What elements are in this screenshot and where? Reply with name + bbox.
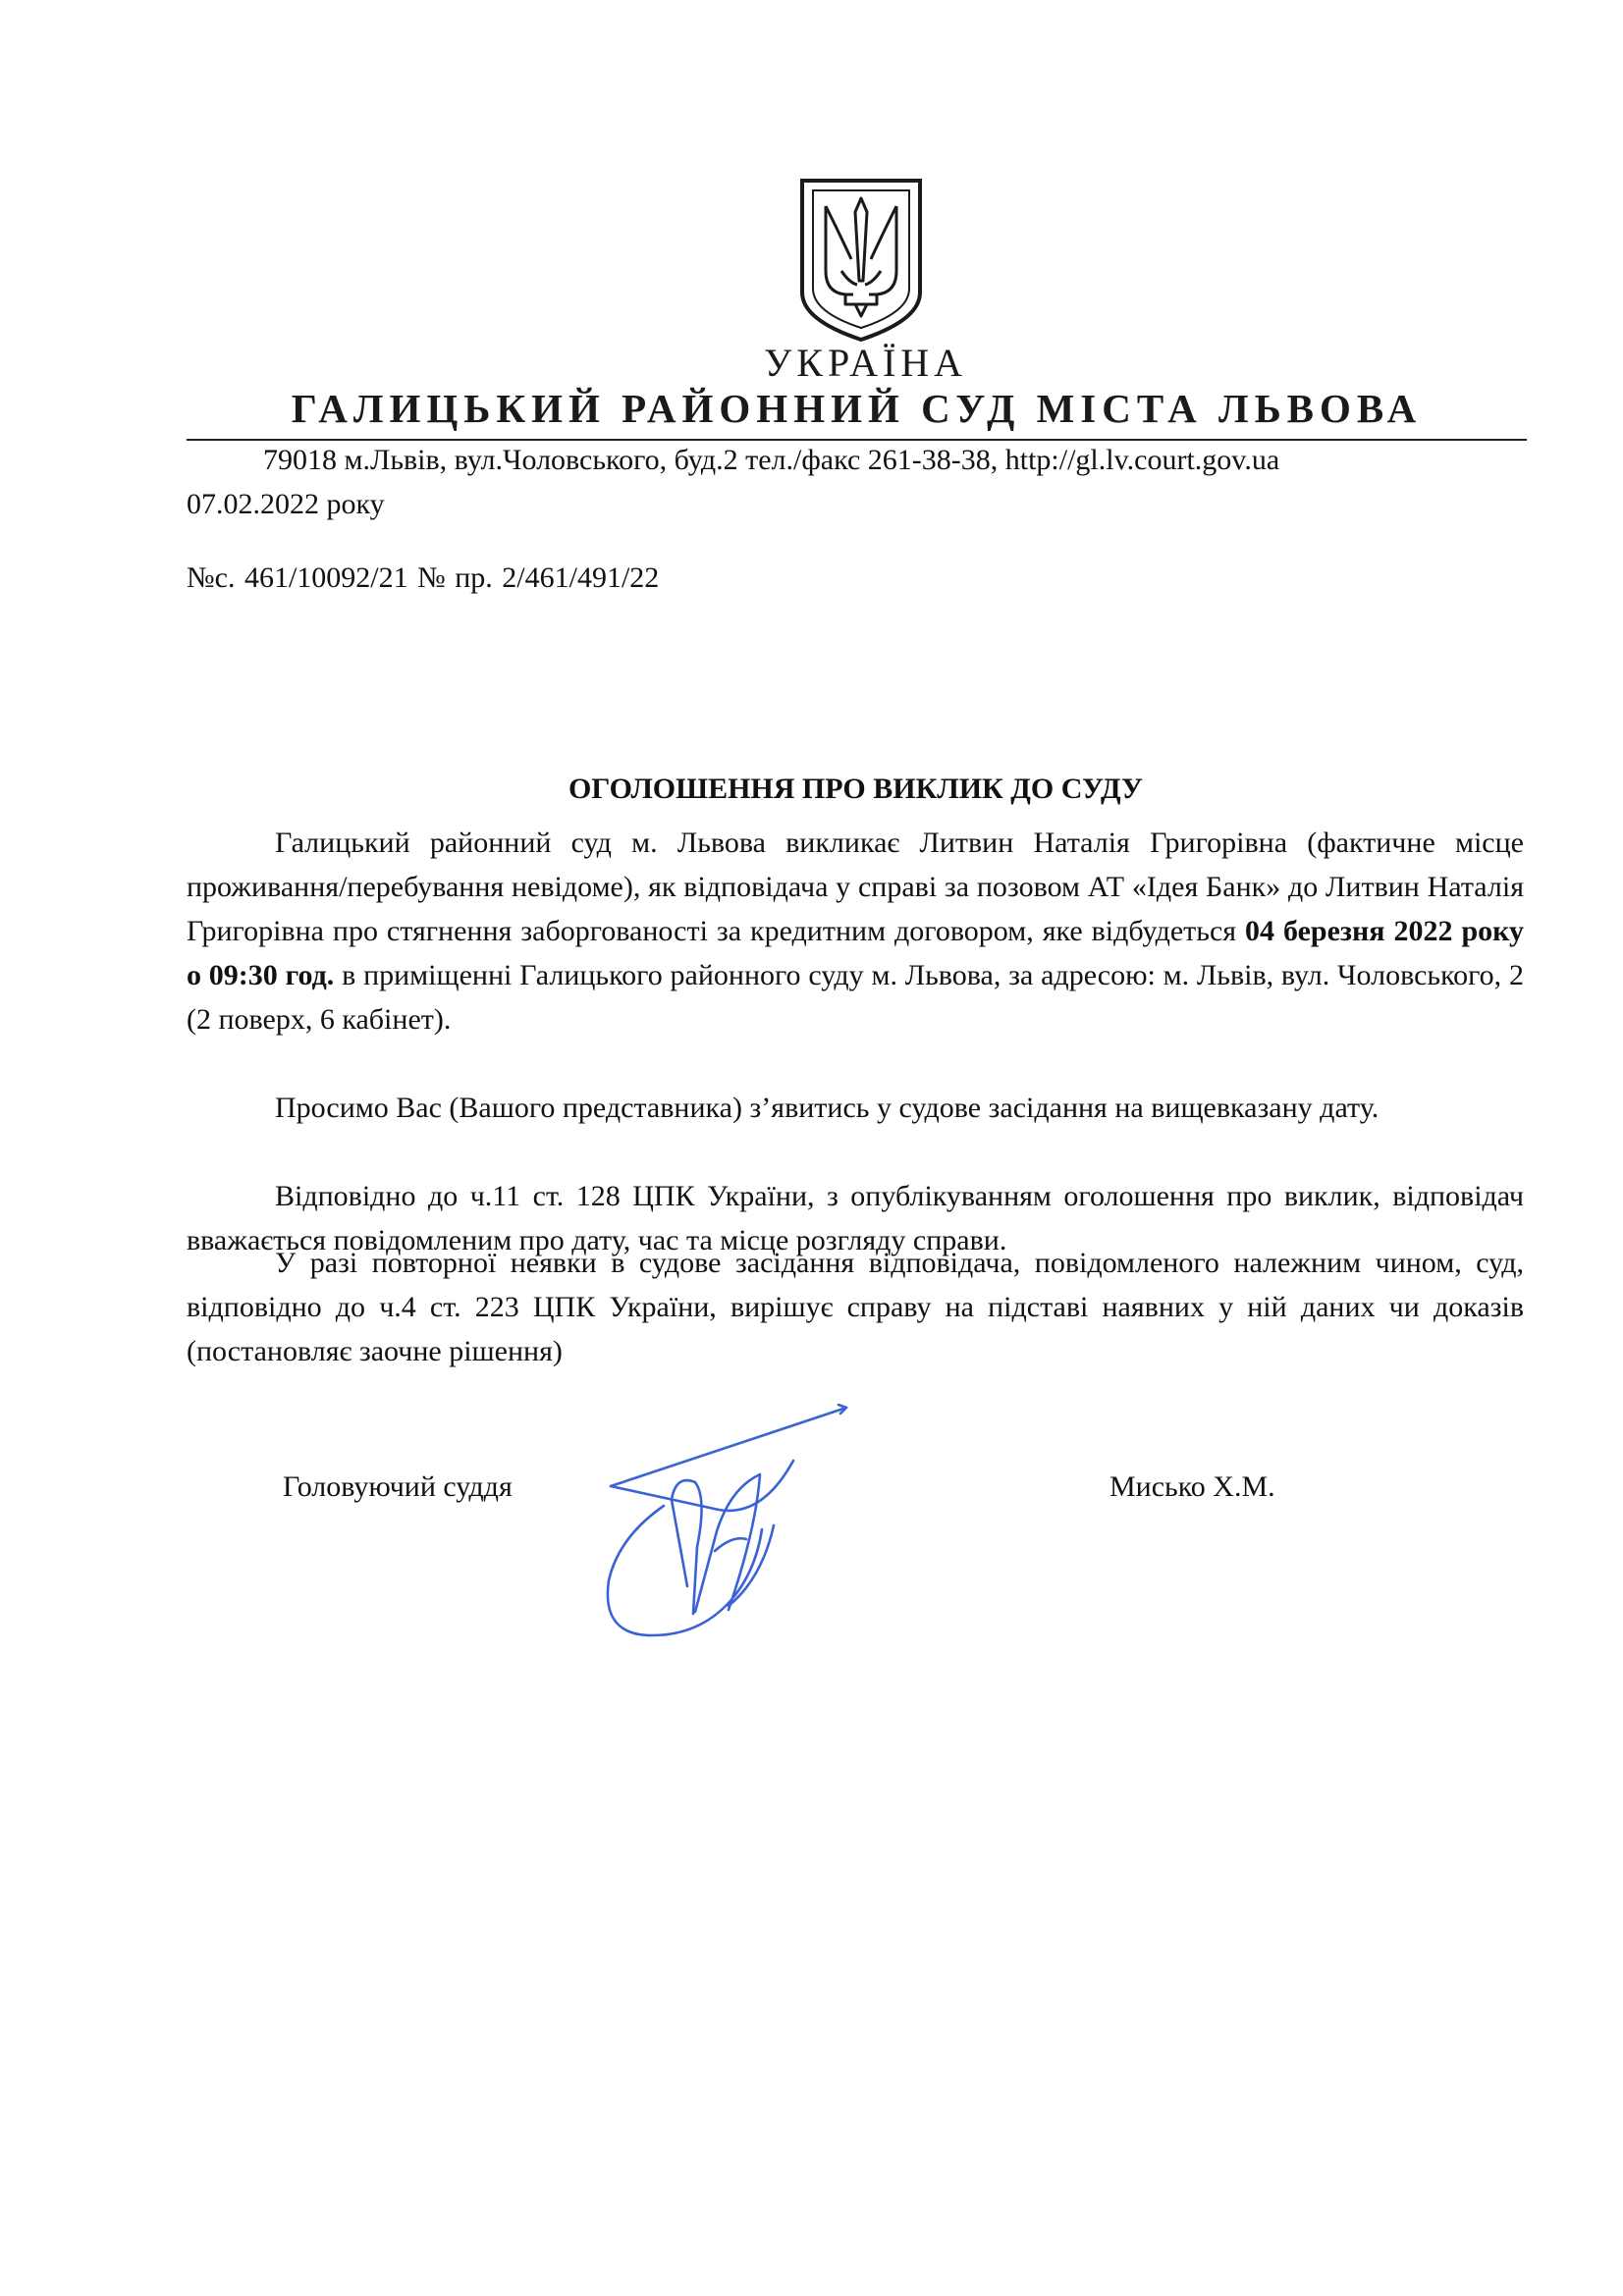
summons-text-end: в приміщенні Галицького районного суду м. Львова, за адресою: м. Львів, вул. Чоловського, 2 (2 поверх, 6 кабінет). — [187, 959, 1524, 1036]
notice-title: ОГОЛОШЕННЯ ПРО ВИКЛИК ДО СУДУ — [568, 773, 1144, 805]
hearing-datetime: 04 березня 2022 року о 09:30 год. — [187, 915, 1524, 991]
absence-text: У разі повторної неявки в судове засідання відповідача, повідомленого належним чином, суд, відповідно до ч.4 ст. 223 ЦПК України, вирішує справу на підставі наявних у ній даних чи доказів (постановляє заочне рішення) — [187, 1247, 1524, 1367]
judge-name: Мисько Х.М. — [1109, 1470, 1275, 1503]
summons-text-start: Галицький районний суд м. Львова викликає Литвин Наталія Григорівна (фактичне місце проживання/перебування невідоме), як відповідача у справі за позовом АТ «Ідея Банк» до Литвин Наталія Григорівна про стягнення заборгованості за кредитним договором, яке відбудеться — [187, 827, 1524, 947]
notice-paragraph-summons — [187, 821, 1524, 1041]
notice-paragraph-absence — [187, 1241, 1524, 1373]
trident-coat-of-arms-icon — [796, 177, 926, 344]
notice-paragraph-request — [187, 1086, 1524, 1130]
case-numbers: №с. 461/10092/21 № пр. 2/461/491/22 — [187, 561, 660, 594]
request-text: Просимо Вас (Вашого представника) з’явитись у судове засідання на вищевказану дату. — [275, 1092, 1380, 1124]
court-address: 79018 м.Львів, вул.Чоловського, буд.2 тел./факс 261-38-38, http://gl.lv.court.gov.ua — [263, 444, 1280, 476]
document-date: 07.02.2022 року — [187, 488, 385, 520]
court-name: ГАЛИЦЬКИЙ РАЙОННИЙ СУД МІСТА ЛЬВОВА — [291, 386, 1423, 431]
legal-basis-text: Відповідно до ч.11 ст. 128 ЦПК України, з опублікуванням оголошення про виклик, відповідач вважається повідомленим про дату, час та місце розгляду справи. — [187, 1180, 1524, 1256]
country-name: УКРАЇНА — [763, 341, 968, 385]
presiding-judge-label: Головуючий суддя — [283, 1470, 513, 1503]
header-divider — [187, 439, 1527, 441]
handwritten-signature-icon — [589, 1404, 864, 1649]
